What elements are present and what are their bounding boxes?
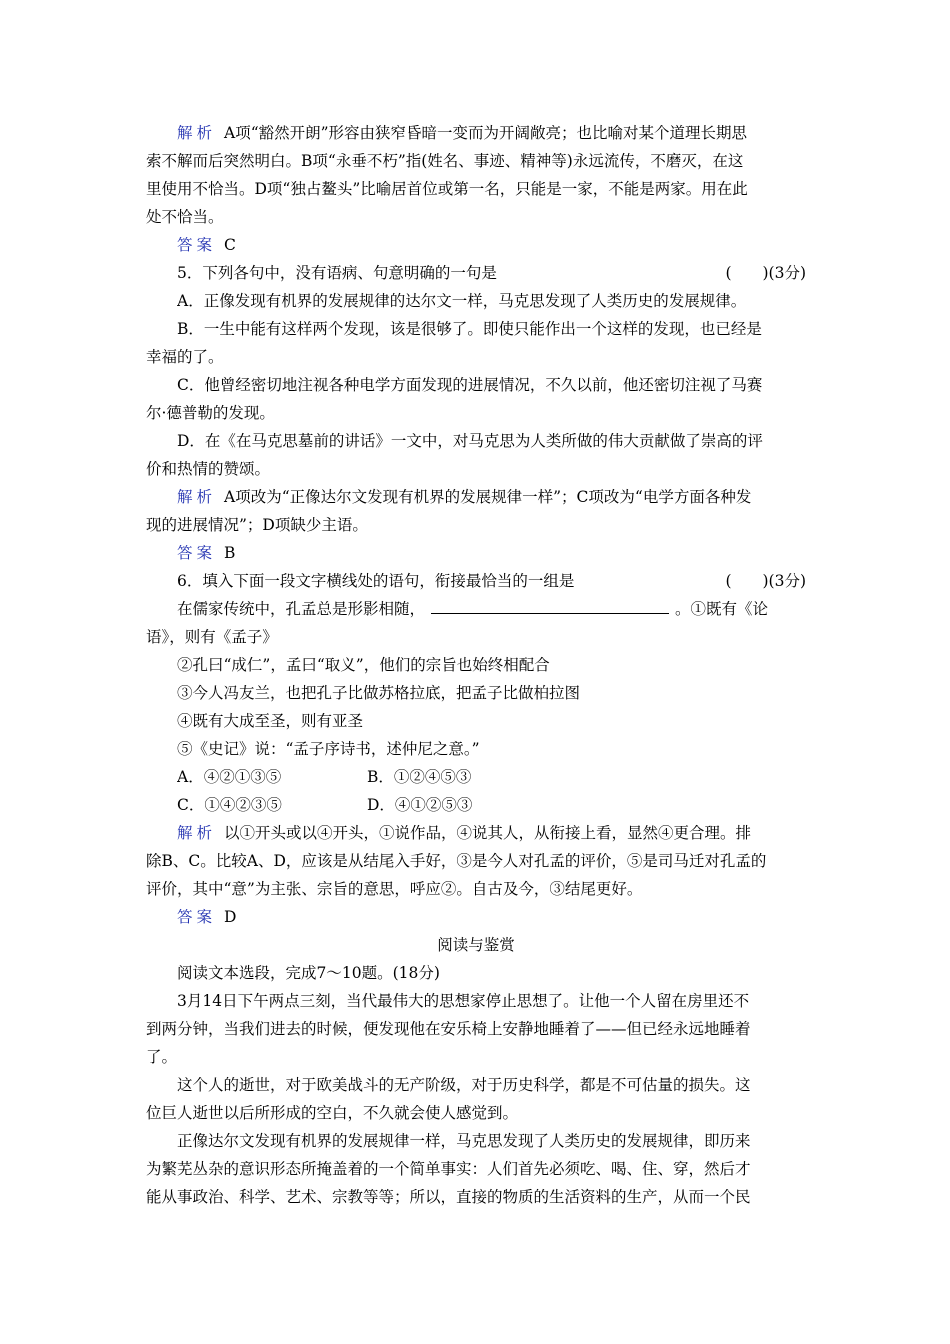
- q6-analysis-line: 解析 以①开头或以④开头，①说作品，④说其人，从衔接上看，显然④更合理。排: [177, 824, 752, 842]
- q5-option: D．在《在马克思墓前的讲话》一文中，对马克思为人类所做的伟大贡献做了崇高的评: [177, 432, 763, 450]
- section-title: 阅读与鉴赏: [437, 936, 515, 954]
- q5-stem: 5．下列各句中，没有语病、句意明确的一句是 ( )(3分): [177, 264, 806, 282]
- q5-score: ( )(3分): [725, 264, 806, 282]
- analysis-label: 解析: [177, 488, 217, 506]
- q5-option: 尔·德普勒的发现。: [146, 404, 275, 422]
- q4-analysis-line: 处不恰当。: [146, 208, 224, 226]
- q6-options-row: [177, 795, 806, 815]
- q6-options-row: [177, 767, 806, 787]
- answer-label: 答案: [177, 908, 217, 926]
- q6-passage: 语》，则有《孟子》: [146, 628, 278, 646]
- q6-stem: 6．填入下面一段文字横线处的语句，衔接最恰当的一组是 ( )(3分): [177, 572, 806, 590]
- reading-paragraph-line: 3月14日下午两点三刻，当代最伟大的思想家停止思想了。让他一个人留在房里还不: [177, 992, 750, 1010]
- answer-label: 答案: [177, 236, 217, 254]
- reading-paragraph-line: 位巨人逝世以后所形成的空白，不久就会使人感觉到。: [146, 1104, 519, 1122]
- q5-option: C．他曾经密切地注视各种电学方面发现的进展情况，不久以前，他还密切注视了马赛: [177, 376, 763, 394]
- q6-score: ( )(3分): [725, 572, 806, 590]
- q4-analysis-line: 里使用不恰当。D项“独占鳌头”比喻居首位或第一名，只能是一家，不能是两家。用在此: [146, 180, 748, 198]
- reading-paragraph-line: 正像达尔文发现有机界的发展规律一样，马克思发现了人类历史的发展规律，即历来: [177, 1132, 751, 1150]
- reading-paragraph-line: 能从事政治、科学、艺术、宗教等等；所以，直接的物质的生活资料的生产，从而一个民: [146, 1188, 751, 1206]
- q6-analysis-line: 评价，其中“意”为主张、宗旨的意思，呼应②。自古及今，③结尾更好。: [146, 880, 643, 898]
- q6-item: ⑤《史记》说：“孟子序诗书，述仲尼之意。”: [177, 740, 480, 758]
- q5-option: A．正像发现有机界的发展规律的达尔文一样，马克思发现了人类历史的发展规律。: [177, 292, 747, 310]
- reading-paragraph-line: 了。: [146, 1048, 178, 1066]
- q6-analysis-line: 除B、C。比较A、D，应该是从结尾入手好，③是今人对孔孟的评价，⑤是司马迁对孔孟的: [146, 852, 767, 870]
- q6-option-c: C．①④②③⑤: [177, 796, 282, 814]
- q6-passage: 在儒家传统中，孔孟总是形影相随， 。①既有《论: [177, 600, 769, 618]
- q6-option-a: A．④②①③⑤: [177, 768, 282, 786]
- q6-item: ④既有大成至圣，则有亚圣: [177, 712, 364, 730]
- reading-paragraph-line: 为繁芜丛杂的意识形态所掩盖着的一个简单事实：人们首先必须吃、喝、住、穿，然后才: [146, 1160, 751, 1178]
- q5-analysis-line: 解析 A项改为“正像达尔文发现有机界的发展规律一样”；C项改为“电学方面各种发: [177, 488, 752, 506]
- q5-option: 幸福的了。: [146, 348, 224, 366]
- reading-paragraph-line: 这个人的逝世，对于欧美战斗的无产阶级，对于历史科学，都是不可估量的损失。这: [177, 1076, 751, 1094]
- q6-option-d: D．④①②⑤③: [367, 796, 473, 814]
- reading-instruction: 阅读文本选段，完成7～10题。(18分): [177, 964, 440, 982]
- q6-item: ②孔曰“成仁”，孟曰“取义”，他们的宗旨也始终相配合: [177, 656, 550, 674]
- q4-answer: 答案 C: [177, 236, 236, 254]
- q5-option: 价和热情的赞颂。: [146, 460, 271, 478]
- q4-analysis-line: 索不解而后突然明白。B项“永垂不朽”指(姓名、事迹、精神等)永远流传，不磨灭，在这: [146, 152, 744, 170]
- q6-option-b: B．①②④⑤③: [367, 768, 472, 786]
- q6-item: ③今人冯友兰，也把孔子比做苏格拉底，把孟子比做柏拉图: [177, 684, 581, 702]
- answer-label: 答案: [177, 544, 217, 562]
- analysis-label: 解析: [177, 124, 217, 142]
- q4-analysis-line: 解析 A项“豁然开朗”形容由狭窄昏暗一变而为开阔敞亮；也比喻对某个道理长期思: [177, 124, 748, 142]
- q6-answer: 答案 D: [177, 908, 237, 926]
- q5-answer: 答案 B: [177, 544, 236, 562]
- q5-option: B．一生中能有这样两个发现，该是很够了。即使只能作出一个这样的发现，也已经是: [177, 320, 762, 338]
- analysis-label: 解析: [177, 824, 217, 842]
- reading-paragraph-line: 到两分钟，当我们进去的时候，便发现他在安乐椅上安静地睡着了——但已经永远地睡着: [146, 1020, 751, 1038]
- fill-blank: [431, 599, 669, 614]
- q5-analysis-line: 现的进展情况”；D项缺少主语。: [146, 516, 368, 534]
